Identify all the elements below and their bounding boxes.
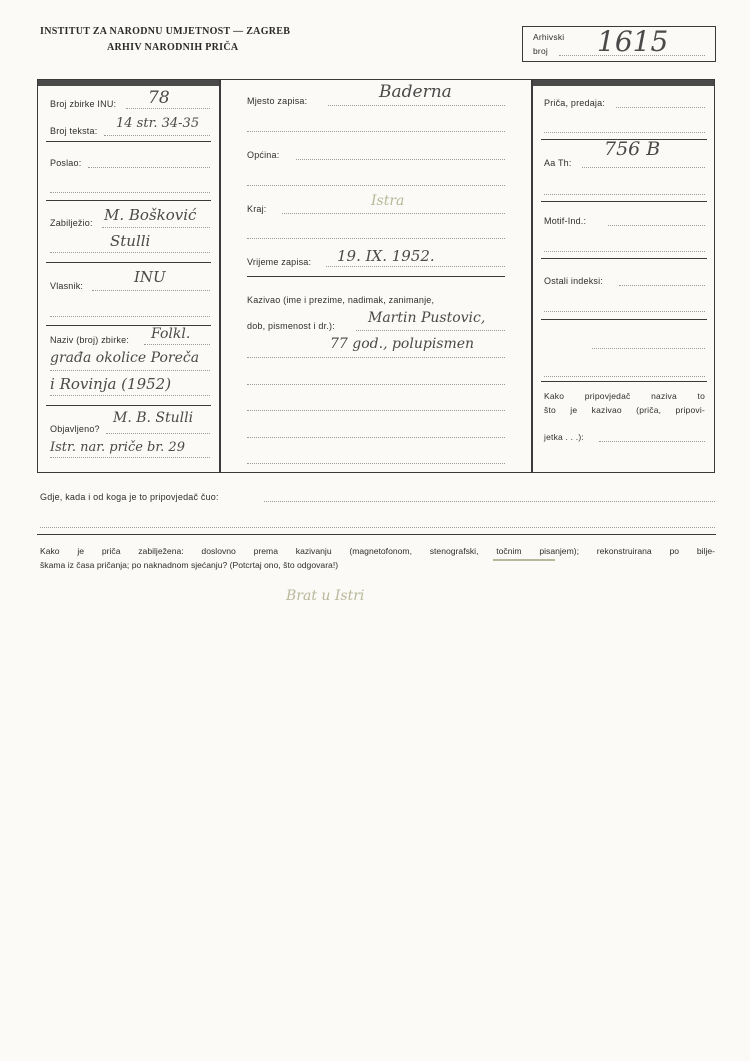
archive-number-box (522, 26, 716, 62)
kazivao-value-1: Martin Pustovic, (368, 310, 486, 326)
gdje-kada-label: Gdje, kada i od koga je to pripovjedač čuo: (40, 492, 219, 502)
archive-number-label-2: broj (533, 46, 548, 56)
aa-th-label: Aa Th: (544, 158, 572, 168)
kazivao-value-2: 77 god., polupismen (330, 336, 475, 352)
kazivao-label-1: Kazivao (ime i prezime, nadimak, zanimanje, (247, 295, 435, 305)
ostali-indeksi-label: Ostali indeksi: (544, 276, 604, 286)
objavljeno-value-2: Istr. nar. priče br. 29 (50, 440, 185, 455)
kako-zabiljezena-line-1: Kako je priča zabilježena: doslovno prema kazivanju (magnetofonom, stenografski, točnim pisanjem); rekonstruirana po bilje- (40, 546, 715, 556)
pencil-note: Brat u Istri (286, 588, 365, 604)
kako-naziva-label-1: Kako pripovjedač naziva to (544, 391, 705, 401)
left-column-divider (219, 79, 221, 473)
right-column-divider (531, 79, 533, 473)
kako-zabiljezena-line-2: škama iz časa pričanja; po naknadnom sjećanju? (Potcrtaj ono, što odgovara!) (40, 560, 339, 570)
objavljeno-label: Objavljeno? (50, 424, 100, 434)
mjesto-zapisa-label: Mjesto zapisa: (247, 96, 308, 106)
left-column-top-band (38, 80, 219, 86)
zabiljezio-value-1: M. Bošković (104, 206, 197, 224)
kako-naziva-label-3: jetka . . .): (544, 432, 584, 442)
broj-teksta-value: 14 str. 34-35 (116, 116, 200, 131)
motif-ind-label: Motif-Ind.: (544, 216, 587, 226)
opcina-label: Općina: (247, 150, 280, 160)
naziv-zbirke-value-1: Folkl. (151, 326, 191, 342)
mjesto-zapisa-value: Baderna (379, 82, 452, 102)
archive-title: ARHIV NARODNIH PRIČA (107, 42, 239, 53)
institute-title: INSTITUT ZA NARODNU UMJETNOST — ZAGREB (40, 26, 291, 37)
pencil-underline (493, 559, 555, 561)
aa-th-value: 756 B (604, 138, 661, 160)
zabiljezio-value-2: Stulli (110, 232, 151, 250)
vrijeme-zapisa-label: Vrijeme zapisa: (247, 257, 312, 267)
broj-teksta-label: Broj teksta: (50, 126, 98, 136)
vlasnik-value: INU (134, 268, 166, 286)
vrijeme-zapisa-value: 19. IX. 1952. (337, 247, 435, 265)
naziv-zbirke-label: Naziv (broj) zbirke: (50, 335, 130, 345)
footer-divider (37, 534, 716, 535)
kraj-label: Kraj: (247, 204, 267, 214)
poslao-label: Poslao: (50, 158, 82, 168)
broj-zbirke-label: Broj zbirke INU: (50, 99, 117, 109)
naziv-zbirke-value-2: građa okolice Poreča (50, 350, 200, 366)
naziv-zbirke-value-3: i Rovinja (1952) (50, 375, 172, 393)
zabiljezio-label: Zabilježio: (50, 218, 93, 228)
kako-naziva-label-2: što je kazivao (priča, pripovi- (544, 405, 705, 415)
kazivao-label-2: dob, pismenost i dr.): (247, 321, 335, 331)
kraj-value: Istra (371, 193, 405, 209)
vlasnik-label: Vlasnik: (50, 281, 84, 291)
right-column-top-band (533, 80, 714, 86)
objavljeno-value-1: M. B. Stulli (113, 410, 194, 426)
archive-number-value: 1615 (597, 25, 669, 58)
archive-number-label-1: Arhivski (533, 32, 565, 42)
prica-predaja-label: Priča, predaja: (544, 98, 606, 108)
broj-zbirke-value: 78 (148, 88, 170, 108)
